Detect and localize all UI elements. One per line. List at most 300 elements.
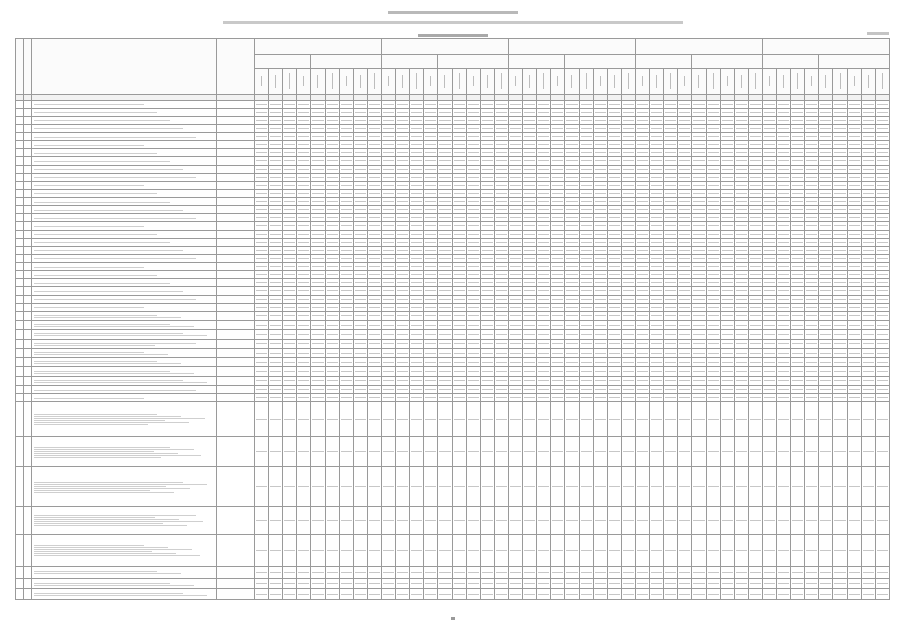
table-cell (833, 263, 847, 271)
table-cell (607, 246, 621, 254)
row-description (32, 165, 217, 173)
table-cell (791, 141, 805, 149)
table-cell (664, 157, 678, 165)
table-cell (593, 376, 607, 385)
row-item-code (217, 100, 255, 108)
table-cell (537, 311, 551, 320)
table-cell (424, 367, 438, 376)
table-cell (635, 206, 649, 214)
table-cell (579, 246, 593, 254)
table-cell (424, 376, 438, 385)
row-description (32, 303, 217, 311)
table-cell (297, 198, 311, 206)
table-cell (283, 358, 297, 367)
table-cell (833, 149, 847, 157)
table-cell (424, 222, 438, 230)
table-cell (805, 230, 819, 238)
table-cell (396, 467, 410, 506)
table-cell (480, 222, 494, 230)
table-cell (819, 238, 833, 246)
table-cell (381, 437, 395, 467)
table-cell (692, 506, 706, 534)
table-cell (847, 437, 861, 467)
table-cell (410, 149, 424, 157)
table-cell (325, 367, 339, 376)
table-cell (508, 578, 522, 588)
table-cell (607, 506, 621, 534)
table-row (16, 367, 890, 376)
table-cell (706, 303, 720, 311)
table-cell (833, 348, 847, 357)
table-cell (650, 589, 664, 600)
table-cell (452, 100, 466, 108)
table-cell (565, 263, 579, 271)
table-cell (805, 311, 819, 320)
table-cell (833, 214, 847, 222)
table-cell (692, 358, 706, 367)
table-cell (720, 124, 734, 132)
table-cell (706, 124, 720, 132)
table-cell (452, 386, 466, 394)
table-cell (367, 437, 381, 467)
table-cell (748, 386, 762, 394)
row-description (32, 116, 217, 124)
table-cell (537, 263, 551, 271)
table-cell (621, 437, 635, 467)
row-description (32, 133, 217, 141)
table-cell (396, 116, 410, 124)
table-cell (269, 189, 283, 197)
table-cell (452, 157, 466, 165)
table-cell (593, 149, 607, 157)
table-cell (283, 394, 297, 402)
table-cell (353, 330, 367, 339)
row-code (24, 214, 32, 222)
table-cell (269, 279, 283, 287)
table-cell (861, 263, 875, 271)
table-cell (819, 100, 833, 108)
table-cell (297, 376, 311, 385)
table-cell (861, 214, 875, 222)
table-cell (438, 437, 452, 467)
table-cell (635, 238, 649, 246)
table-cell (847, 506, 861, 534)
table-cell (311, 238, 325, 246)
table-cell (325, 287, 339, 295)
table-cell (311, 358, 325, 367)
table-cell (805, 394, 819, 402)
table-cell (410, 254, 424, 262)
table-cell (551, 141, 565, 149)
table-cell (819, 133, 833, 141)
column-header (791, 69, 805, 95)
table-cell (819, 141, 833, 149)
table-cell (734, 534, 748, 567)
table-cell (353, 589, 367, 600)
row-item-code (217, 141, 255, 149)
table-cell (607, 295, 621, 303)
table-cell (508, 295, 522, 303)
table-cell (875, 279, 889, 287)
table-cell (593, 330, 607, 339)
table-cell (777, 100, 791, 108)
table-cell (706, 157, 720, 165)
table-cell (466, 100, 480, 108)
table-cell (255, 437, 269, 467)
table-cell (621, 394, 635, 402)
table-cell (255, 173, 269, 181)
table-cell (466, 376, 480, 385)
table-cell (523, 173, 537, 181)
row-item-code (217, 263, 255, 271)
row-index (16, 246, 24, 254)
table-cell (635, 321, 649, 330)
table-cell (367, 534, 381, 567)
table-cell (494, 589, 508, 600)
table-cell (607, 230, 621, 238)
table-cell (297, 311, 311, 320)
table-cell (678, 394, 692, 402)
table-cell (255, 141, 269, 149)
table-cell (565, 534, 579, 567)
group-header (508, 39, 635, 55)
table-cell (692, 367, 706, 376)
row-code (24, 181, 32, 189)
table-cell (551, 157, 565, 165)
table-cell (339, 287, 353, 295)
table-cell (283, 271, 297, 279)
table-cell (339, 367, 353, 376)
table-cell (791, 534, 805, 567)
table-cell (692, 339, 706, 348)
table-cell (579, 386, 593, 394)
header-index (16, 39, 24, 95)
row-item-code (217, 246, 255, 254)
table-cell (297, 149, 311, 157)
table-cell (339, 173, 353, 181)
table-cell (255, 534, 269, 567)
table-cell (579, 100, 593, 108)
table-cell (255, 348, 269, 357)
table-cell (297, 367, 311, 376)
table-cell (720, 506, 734, 534)
table-cell (325, 238, 339, 246)
table-cell (565, 181, 579, 189)
table-cell (621, 214, 635, 222)
data-table (15, 38, 890, 600)
table-cell (579, 165, 593, 173)
table-cell (297, 214, 311, 222)
table-cell (791, 189, 805, 197)
table-cell (748, 394, 762, 402)
table-cell (833, 230, 847, 238)
table-cell (297, 108, 311, 116)
table-cell (396, 589, 410, 600)
column-header (325, 69, 339, 95)
column-header (875, 69, 889, 95)
table-cell (833, 321, 847, 330)
table-cell (635, 165, 649, 173)
column-header (847, 69, 861, 95)
table-cell (748, 578, 762, 588)
table-cell (494, 263, 508, 271)
table-cell (635, 279, 649, 287)
table-cell (480, 116, 494, 124)
table-cell (777, 358, 791, 367)
table-cell (833, 165, 847, 173)
table-cell (593, 238, 607, 246)
table-cell (410, 165, 424, 173)
table-cell (847, 246, 861, 254)
table-cell (777, 578, 791, 588)
table-cell (353, 141, 367, 149)
table-cell (438, 198, 452, 206)
table-cell (805, 141, 819, 149)
table-cell (777, 279, 791, 287)
table-cell (579, 358, 593, 367)
table-cell (466, 230, 480, 238)
table-cell (297, 348, 311, 357)
table-cell (593, 534, 607, 567)
table-cell (706, 133, 720, 141)
table-cell (494, 311, 508, 320)
table-cell (579, 402, 593, 437)
table-cell (452, 330, 466, 339)
table-cell (593, 263, 607, 271)
table-cell (565, 367, 579, 376)
table-cell (593, 124, 607, 132)
table-cell (650, 330, 664, 339)
table-cell (438, 394, 452, 402)
table-cell (438, 230, 452, 238)
table-cell (650, 189, 664, 197)
table-cell (452, 311, 466, 320)
table-cell (508, 230, 522, 238)
table-cell (367, 173, 381, 181)
table-cell (466, 133, 480, 141)
table-cell (565, 116, 579, 124)
table-cell (508, 141, 522, 149)
table-cell (833, 246, 847, 254)
row-index (16, 149, 24, 157)
table-cell (537, 165, 551, 173)
table-cell (692, 467, 706, 506)
table-cell (523, 238, 537, 246)
table-cell (805, 386, 819, 394)
table-cell (734, 263, 748, 271)
table-cell (353, 238, 367, 246)
table-cell (777, 181, 791, 189)
table-cell (311, 206, 325, 214)
table-cell (381, 394, 395, 402)
table-cell (861, 254, 875, 262)
table-row (16, 116, 890, 124)
table-cell (339, 165, 353, 173)
table-cell (664, 214, 678, 222)
table-cell (381, 254, 395, 262)
table-row (16, 567, 890, 579)
table-cell (805, 100, 819, 108)
table-cell (791, 358, 805, 367)
table-cell (847, 254, 861, 262)
column-header (777, 69, 791, 95)
table-cell (762, 358, 776, 367)
table-cell (847, 149, 861, 157)
table-cell (381, 321, 395, 330)
table-cell (508, 287, 522, 295)
table-cell (438, 376, 452, 385)
table-cell (664, 339, 678, 348)
table-cell (565, 230, 579, 238)
row-code (24, 108, 32, 116)
table-cell (664, 279, 678, 287)
table-cell (847, 467, 861, 506)
table-cell (381, 348, 395, 357)
table-cell (551, 222, 565, 230)
row-description (32, 506, 217, 534)
table-cell (734, 467, 748, 506)
table-cell (353, 339, 367, 348)
table-cell (508, 467, 522, 506)
table-cell (325, 141, 339, 149)
table-cell (607, 254, 621, 262)
table-cell (452, 124, 466, 132)
table-cell (283, 181, 297, 189)
table-cell (875, 214, 889, 222)
table-cell (875, 402, 889, 437)
table-cell (438, 295, 452, 303)
table-cell (551, 437, 565, 467)
table-cell (269, 376, 283, 385)
table-cell (720, 534, 734, 567)
table-cell (508, 214, 522, 222)
table-cell (565, 246, 579, 254)
table-cell (438, 589, 452, 600)
table-cell (367, 149, 381, 157)
table-cell (720, 189, 734, 197)
table-cell (861, 287, 875, 295)
group-header (762, 39, 889, 55)
table-cell (269, 348, 283, 357)
table-cell (791, 287, 805, 295)
table-cell (494, 173, 508, 181)
table-cell (833, 567, 847, 579)
table-cell (396, 206, 410, 214)
table-cell (325, 279, 339, 287)
table-cell (861, 173, 875, 181)
row-index (16, 467, 24, 506)
table-cell (494, 394, 508, 402)
column-header (607, 69, 621, 95)
row-code (24, 116, 32, 124)
table-cell (424, 279, 438, 287)
table-cell (283, 246, 297, 254)
row-code (24, 287, 32, 295)
table-cell (805, 181, 819, 189)
table-cell (565, 108, 579, 116)
table-cell (438, 263, 452, 271)
table-cell (805, 214, 819, 222)
table-cell (635, 376, 649, 385)
table-cell (537, 198, 551, 206)
table-cell (664, 534, 678, 567)
table-cell (551, 567, 565, 579)
table-cell (325, 149, 339, 157)
row-code (24, 376, 32, 385)
table-cell (565, 189, 579, 197)
table-cell (805, 271, 819, 279)
table-cell (621, 271, 635, 279)
table-cell (650, 367, 664, 376)
table-cell (748, 206, 762, 214)
table-cell (537, 157, 551, 165)
table-cell (466, 238, 480, 246)
table-cell (508, 263, 522, 271)
table-cell (339, 263, 353, 271)
table-cell (381, 181, 395, 189)
table-cell (255, 206, 269, 214)
table-cell (311, 386, 325, 394)
table-cell (523, 367, 537, 376)
row-code (24, 567, 32, 579)
table-cell (565, 100, 579, 108)
table-cell (706, 230, 720, 238)
table-cell (819, 321, 833, 330)
table-cell (635, 330, 649, 339)
table-cell (381, 295, 395, 303)
table-cell (805, 198, 819, 206)
table-cell (551, 189, 565, 197)
table-cell (410, 386, 424, 394)
table-cell (283, 402, 297, 437)
table-cell (508, 339, 522, 348)
table-cell (283, 303, 297, 311)
table-cell (551, 198, 565, 206)
table-cell (311, 230, 325, 238)
table-cell (678, 222, 692, 230)
table-cell (720, 108, 734, 116)
table-cell (791, 348, 805, 357)
table-cell (452, 567, 466, 579)
table-row (16, 437, 890, 467)
table-cell (706, 181, 720, 189)
table-cell (367, 263, 381, 271)
table-row (16, 467, 890, 506)
row-description (32, 348, 217, 357)
table-cell (607, 467, 621, 506)
table-cell (819, 124, 833, 132)
table-cell (381, 246, 395, 254)
table-cell (452, 376, 466, 385)
table-cell (381, 402, 395, 437)
table-cell (494, 254, 508, 262)
table-cell (551, 263, 565, 271)
row-code (24, 230, 32, 238)
table-cell (255, 157, 269, 165)
table-cell (635, 567, 649, 579)
table-cell (565, 124, 579, 132)
table-cell (678, 133, 692, 141)
table-cell (734, 124, 748, 132)
table-cell (297, 271, 311, 279)
table-cell (664, 271, 678, 279)
table-cell (297, 567, 311, 579)
table-cell (579, 124, 593, 132)
table-cell (777, 271, 791, 279)
table-cell (367, 386, 381, 394)
table-cell (748, 181, 762, 189)
table-cell (367, 348, 381, 357)
